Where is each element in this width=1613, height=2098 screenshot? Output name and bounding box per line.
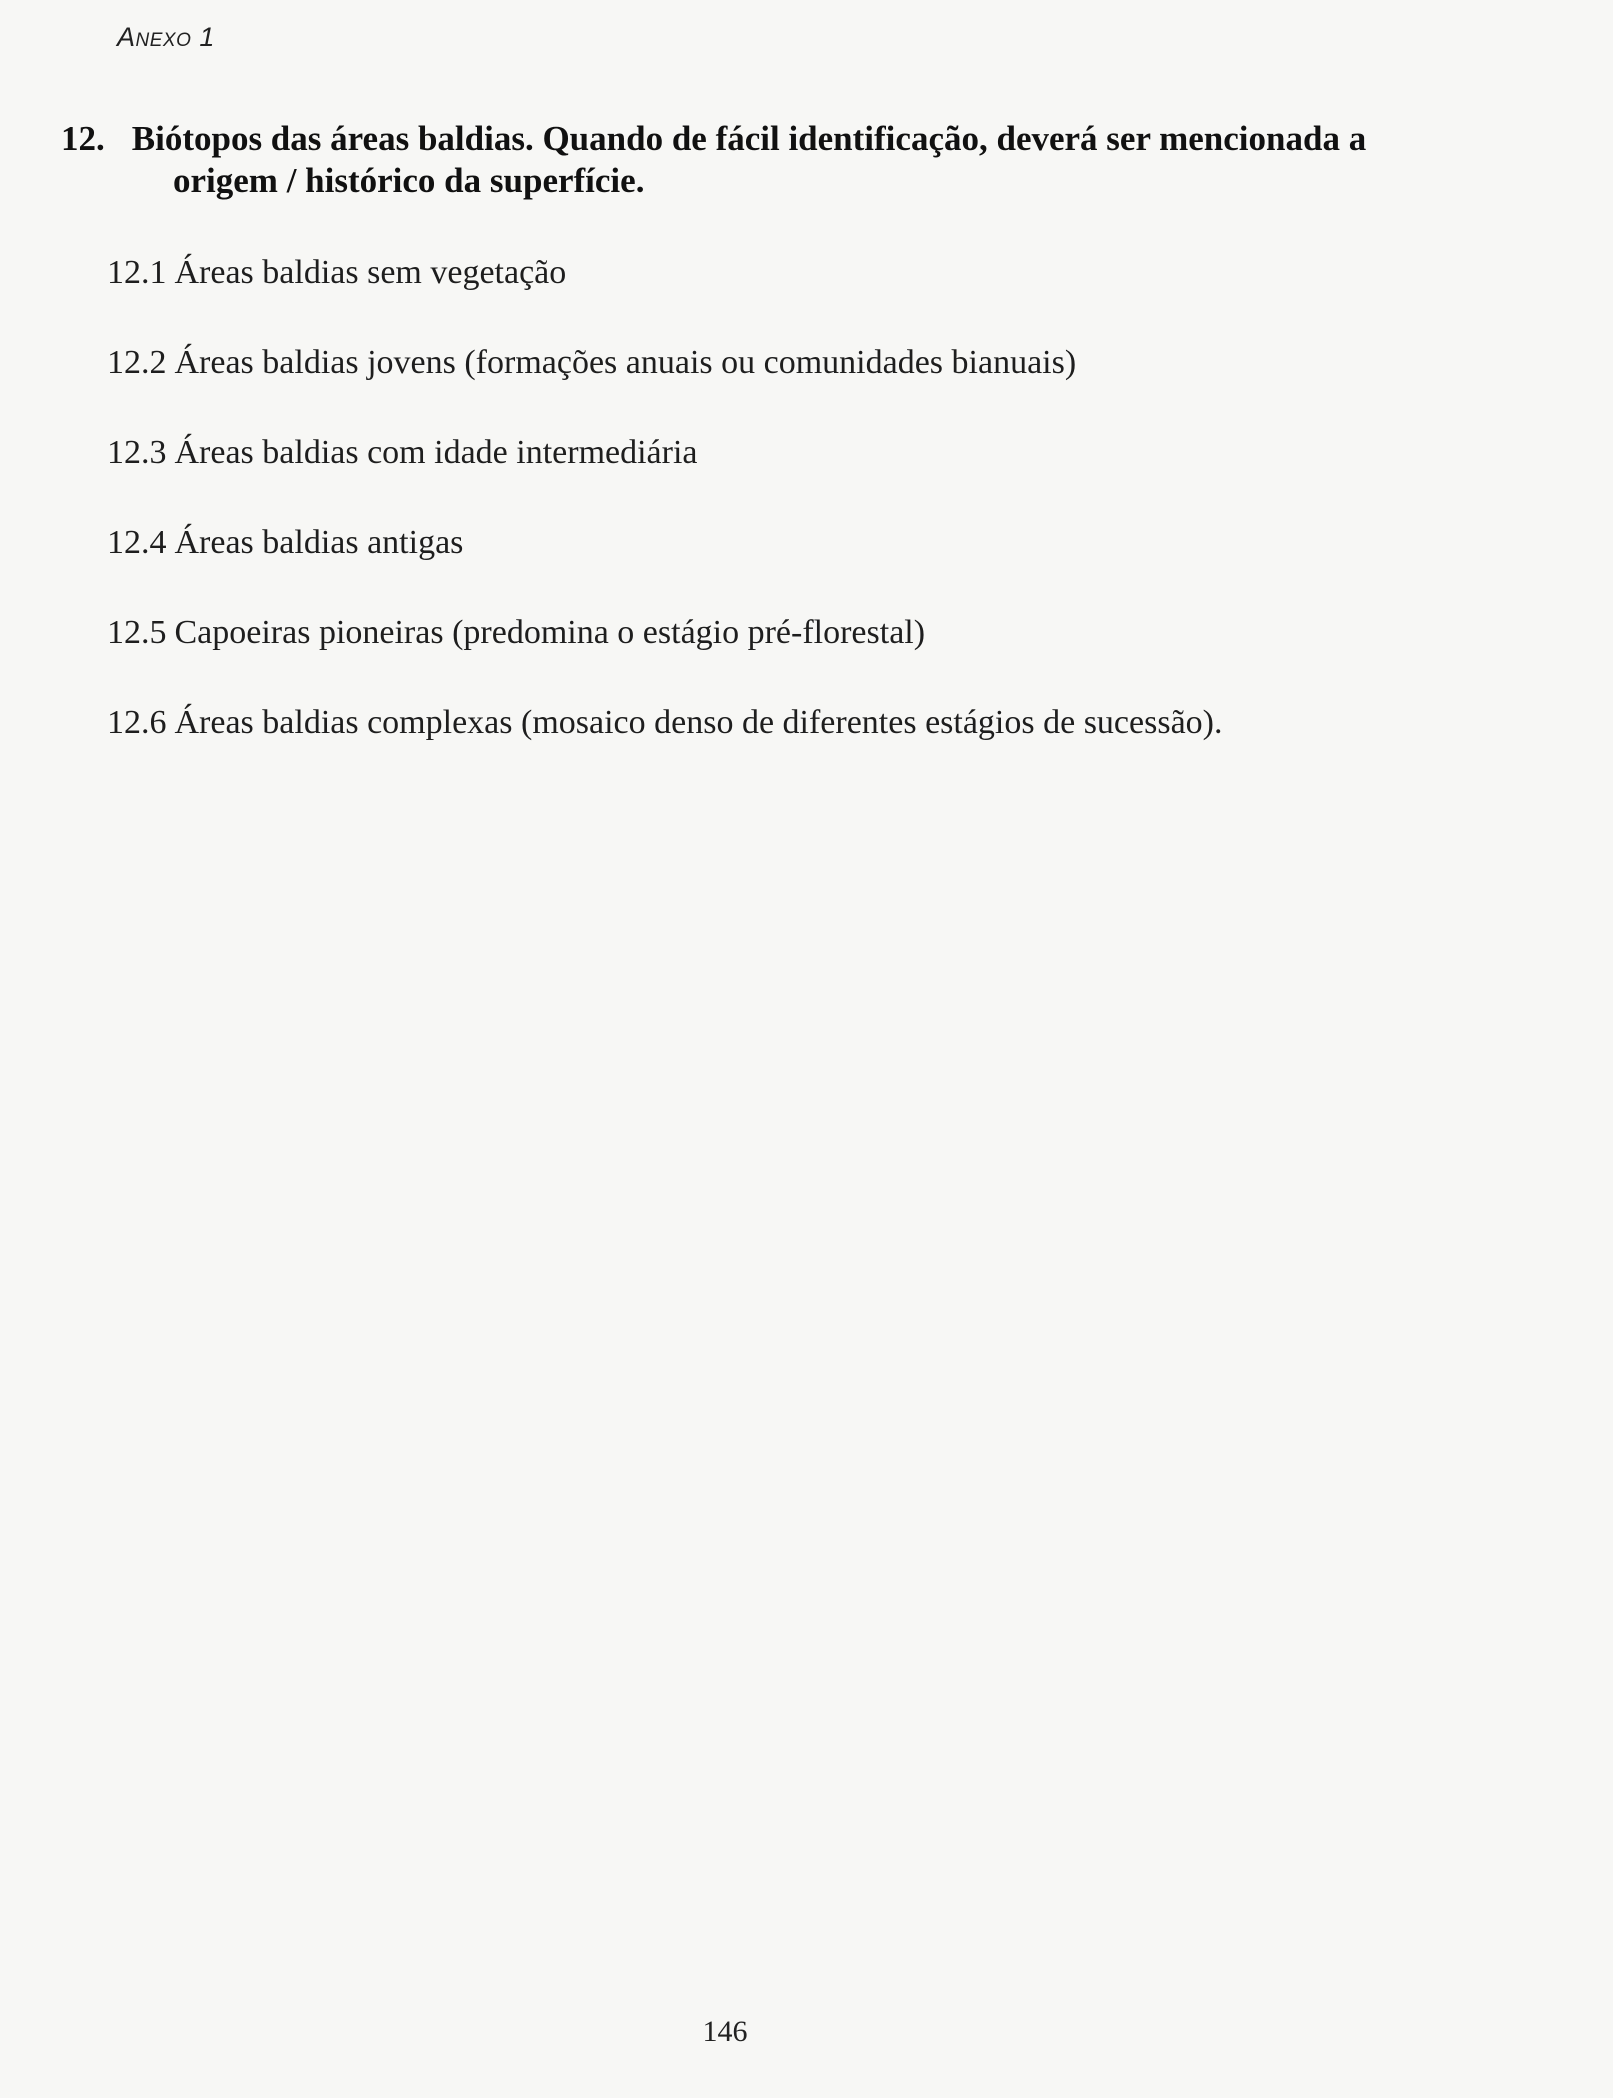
item-label: Áreas baldias antigas [174,524,464,561]
item-label: Capoeiras pioneiras (predomina o estágio pré-florestal) [174,614,926,651]
item-code: 12.1 [107,254,167,291]
item-label: Áreas baldias com idade intermediária [174,434,698,471]
item-code: 12.4 [107,524,167,561]
running-head: Anexo 1 [117,22,215,52]
list-item [107,433,1407,473]
list-item [107,253,1407,293]
list-item [107,703,1407,743]
section-heading: 12. Biótopos das áreas baldias. Quando de fácil identificação, deverá ser mencionada a origem / histórico da superfície. [61,119,1367,200]
section-title: Biótopos das áreas baldias. Quando de fácil identificação, deverá ser mencionada a origem / histórico da superfície. [131,119,1367,200]
subsection-list [107,253,1407,793]
item-code: 12.5 [107,614,167,651]
list-item [107,523,1407,563]
item-label: Áreas baldias complexas (mosaico denso de diferentes estágios de sucessão). [174,704,1223,741]
page-number: 146 [702,2015,748,2048]
item-code: 12.6 [107,704,167,741]
item-label: Áreas baldias jovens (formações anuais ou comunidades bianuais) [174,344,1077,381]
list-item [107,613,1407,653]
item-code: 12.3 [107,434,167,471]
item-code: 12.2 [107,344,167,381]
list-item [107,343,1407,383]
item-label: Áreas baldias sem vegetação [174,254,567,291]
